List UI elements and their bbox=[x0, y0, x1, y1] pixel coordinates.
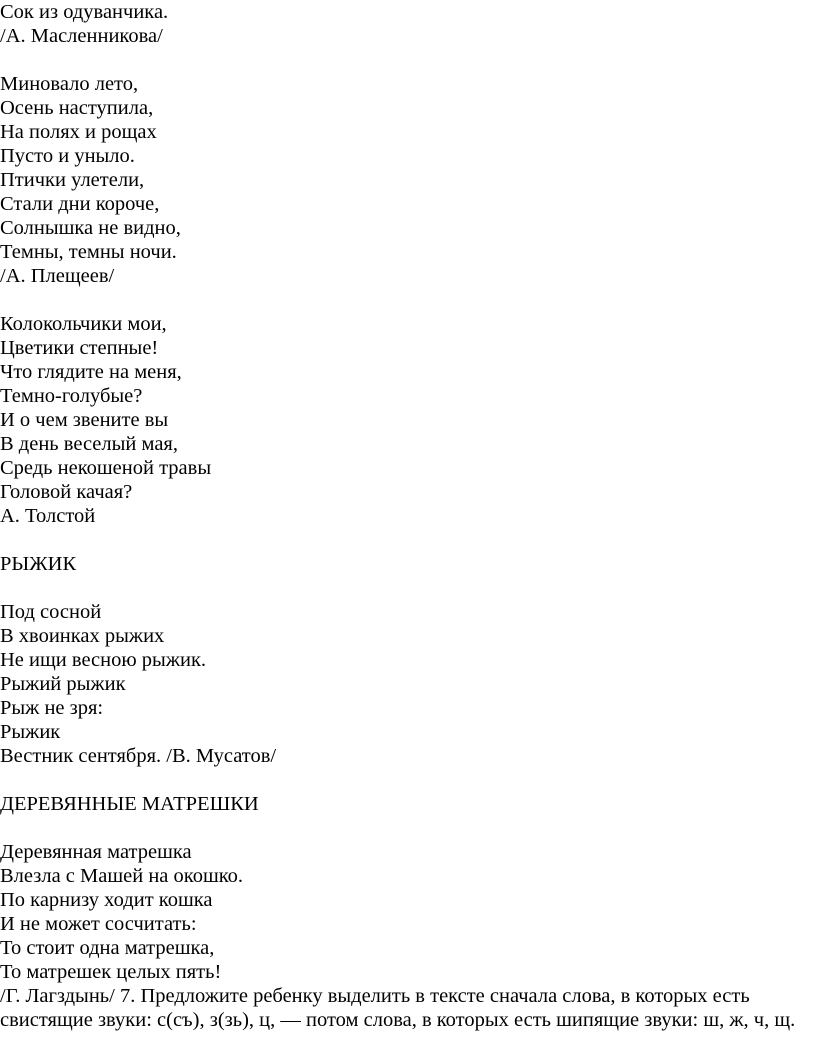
poem-line: Под сосной bbox=[0, 601, 102, 623]
poem-line: И не может сосчитать: bbox=[0, 913, 197, 935]
poem-line: Темны, темны ночи. bbox=[0, 241, 177, 263]
poem-line: По карнизу ходит кошка bbox=[0, 889, 213, 911]
poem-line: В день веселый мая, bbox=[0, 433, 178, 455]
poem-line: Вестник сентября. /В. Мусатов/ bbox=[0, 745, 277, 767]
poem-line: И о чем звените вы bbox=[0, 409, 169, 431]
task-paragraph: /Г. Лагздынь/ 7. Предложите ребенку выделить в тексте сначала слова, в которых есть свистящие звуки: с(съ), з(зь), ц, — потом слова, в которых есть шипящие звуки: ш, ж, ч, щ. bbox=[0, 985, 796, 1031]
poem-line: Миновало лето, bbox=[0, 73, 139, 95]
poem-line: То матрешек целых пять! bbox=[0, 961, 222, 983]
poem-line: Рыжик bbox=[0, 721, 61, 743]
poem-title: РЫЖИК bbox=[0, 553, 77, 575]
poem-author: А. Толстой bbox=[0, 505, 96, 527]
poem-line: На полях и рощах bbox=[0, 121, 157, 143]
poem-line: Осень наступила, bbox=[0, 97, 154, 119]
poem-line: Солнышка не видно, bbox=[0, 217, 181, 239]
poem-line: Стали дни короче, bbox=[0, 193, 160, 215]
poem-line: Что глядите на меня, bbox=[0, 361, 182, 383]
poem-line: Цветики степные! bbox=[0, 337, 159, 359]
poem-line: То стоит одна матрешка, bbox=[0, 937, 215, 959]
poem-line: Пусто и уныло. bbox=[0, 145, 135, 167]
poem-line: Головой качая? bbox=[0, 481, 133, 503]
poem-line: Колокольчики мои, bbox=[0, 313, 167, 335]
poem-line: Средь некошеной травы bbox=[0, 457, 212, 479]
poem-line: Темно-голубые? bbox=[0, 385, 143, 407]
poem-line: Птички улетели, bbox=[0, 169, 145, 191]
poem-author: /А. Масленникова/ bbox=[0, 25, 163, 47]
poem-title: Сок из одуванчика. bbox=[0, 1, 169, 23]
poem-title: ДЕРЕВЯННЫЕ МАТРЕШКИ bbox=[0, 793, 259, 815]
poem-line: В хвоинках рыжих bbox=[0, 625, 165, 647]
poem-line: Деревянная матрешка bbox=[0, 841, 192, 863]
poem-line: Рыж не зря: bbox=[0, 697, 104, 719]
poem-line: Рыжий рыжик bbox=[0, 673, 126, 695]
poem-line: Не ищи весною рыжик. bbox=[0, 649, 207, 671]
poem-line: Влезла с Машей на окошко. bbox=[0, 865, 244, 887]
poem-author: /А. Плещеев/ bbox=[0, 265, 115, 287]
